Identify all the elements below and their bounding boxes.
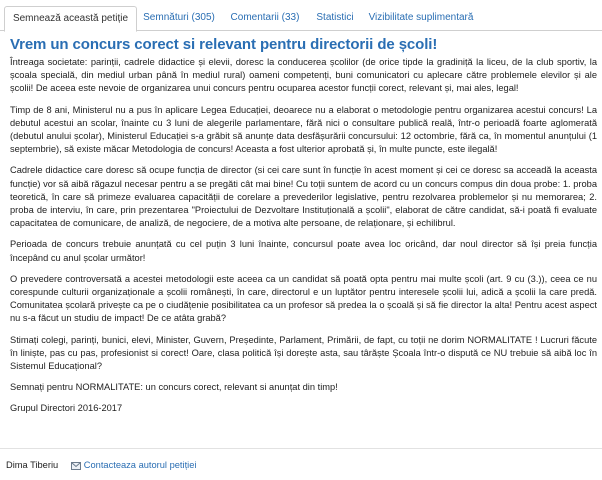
petition-paragraph-3: Cadrele didactice care doresc să ocupe funcția de director (si cei care sunt în funcție în acest moment și cei ce doresc sa acceadă la aceasta funcție) vor să aibă răgazul necesar pentru a se pregăti cât mai bine! Cu toții suntem de acord cu un concurs compus din doua probe: 1. proba teoretică, în care să primeze evaluarea capacității de corelare a prevederilor legislative, pentru rezolvarea problemelor și nu memorarea; 2. proba de interviu, în care, prin prezentarea "Proiectului de Dezvoltare Instituțională a școlii", elaborat de către candidat, să-i poată fi evaluate capacitatea de comunicare, de analiză, de negociere, de a motiva alte persoane, de relaționare, și echilibrul.: [10, 165, 597, 229]
petition-paragraph-2: Timp de 8 ani, Ministerul nu a pus în aplicare Legea Educației, deoarece nu a elaborat o metodologie pentru organizarea acestui concurs! La debutul acestui an scolar, înainte cu 3 luni de alegerile parlamentare, fără nici o consultare publică reală, într-o perioadă foarte aglomerată (debutul anului școlar), Ministerul Educației s-a grăbit să anunțe data desfășurării concursului: 12 octombrie, fără ca, în momentul anunțului (1 septembrie), să existe măcar Metodologia de concurs! Aceasta a fost ulterior aprobată și, în multe puncte, este ilegală!: [10, 104, 597, 155]
petition-paragraph-7: Semnați pentru NORMALITATE: un concurs corect, relevant si anunțat din timp!: [10, 382, 338, 393]
petition-footer: [6, 459, 196, 471]
tab-signatures[interactable]: Semnături (305): [143, 12, 215, 23]
petition-paragraph-4: Perioada de concurs trebuie anunțată cu cel puțin 3 luni înainte, concursul poate avea loc oricând, dar noul director să își preia funcția începând cu anul școlar următor!: [10, 239, 597, 263]
contact-author-link[interactable]: [71, 460, 197, 470]
contact-author-label[interactable]: Contacteaza autorul petiției: [83, 460, 197, 470]
author-name: Dima Tiberiu: [6, 460, 59, 470]
petition-content: [10, 35, 597, 416]
tab-comments[interactable]: Comentarii (33): [230, 12, 300, 23]
petition-title: Vrem un concurs corect si relevant pentru directorii de școli!: [10, 36, 438, 53]
petition-paragraph-6: Stimați colegi, parinți, bunici, elevi, Minister, Guvern, Președinte, Parlament, Primării, de fapt, cu toții ne dorim NORMALITATE ! Lucruri făcute în liniște, pas cu pas, profesionist si corect! Oare, clasa politică își dorește asta, sau târăște Școala într-o dispută ce NU trebuie să aibă loc în Sistemul Educațional?: [10, 334, 597, 372]
petition-paragraph-5: O prevedere controversată a acestei metodologii este aceea ca un candidat să poată opta pentru mai multe școli (art. 9 cu (3.)), ceea ce nu corespunde culturii organizaționale a școlii românești, în care, directorul e un luptător pentru interesele școlii lui, adică a școlii la care predă. Comunitatea școlară privește ca pe o ciudățenie posibilitatea ca un profesor să predea la o școală și să fie director la alta! Pentru acest aspect nu s-a făcut un studiu de impact! De ce atâta grabă?: [10, 273, 597, 324]
tab-extra-visibility[interactable]: Vizibilitate suplimentară: [368, 12, 474, 23]
tab-sign-petition[interactable]: Semnează această petiție: [4, 6, 137, 32]
mail-icon: [71, 461, 81, 469]
footer-divider: [0, 448, 602, 449]
petition-signature: Grupul Directori 2016-2017: [10, 403, 123, 414]
petition-paragraph-1: Întreaga societate: parinții, cadrele didactice și elevii, doresc la conducerea școlilor (de orice tipde la gradiniță la liceu, de la club sportiv, la școala specială, din mediul urban până în mediul rural) oameni competenți, buni comunicatori cu aplecare către problemele elevilor și ale școlii! De aceea este nevoie de organizarea unui concurs pentru ocuparea acestor funcții corect, relevant și, mai ales, legal!: [10, 57, 597, 94]
tab-bar: [0, 0, 602, 31]
tab-statistics[interactable]: Statistici: [316, 12, 354, 23]
